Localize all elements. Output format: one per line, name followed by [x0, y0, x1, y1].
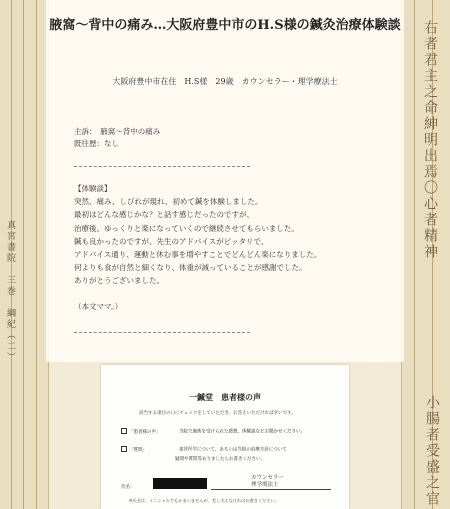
question-label: 「質問」	[129, 447, 147, 453]
checkbox-icon	[121, 446, 127, 452]
scroll-rule-line	[414, 0, 415, 509]
signature-line	[211, 489, 331, 490]
body-line: 最初はどんな感じかな？と話す感じだったのですが、	[74, 210, 254, 220]
question-inquiry	[121, 446, 287, 453]
scroll-rule-line	[23, 0, 24, 509]
handwriting-line: 理学療法士	[251, 482, 279, 488]
sheet-footnote: ※氏名は、イニシャルでもかまいませんが、差し支えなければお書きください。	[129, 498, 279, 503]
question-text: 東洋医学について、あるいは当院の治療方針について	[179, 447, 287, 453]
sheet-instruction: 該当する項目の口にチェックをしていただき、お答えいただければ幸いです。	[139, 411, 296, 416]
body-line: ありがとうございました。	[74, 276, 164, 286]
testimonial-body	[74, 182, 384, 313]
question-text: 当院で施術を受けられた感想、体験談などお聞かせください。	[179, 429, 305, 435]
scroll-right-text: 右者君主之命紳明出焉〇心者精神	[422, 20, 438, 260]
redacted-name	[153, 478, 207, 489]
patient-info: 大阪府豊中市在住 H.S様 29歳 カウンセラー・理学療法士	[112, 77, 338, 86]
handwritten-occupation	[251, 475, 284, 489]
scroll-right-bottom-text: 小腸者受盛之官	[424, 395, 440, 507]
name-label: 氏名：	[121, 485, 135, 490]
body-heading: 【体験談】	[74, 184, 112, 193]
body-line: 何よりも食が自然と細くなり、体重が減っていることが感謝でした。	[74, 263, 307, 273]
divider	[74, 166, 250, 167]
patient-voice-sheet	[101, 365, 349, 509]
article-title: 腋窩〜背中の痛み…大阪府豊中市のH.S様の鍼灸治療体験談	[49, 18, 401, 33]
scroll-left-text: 真宮書院 三巻 綱紀（二）	[5, 220, 15, 363]
body-line: 鍼も良かったのですが、先生のアドバイスがピッタリで、	[74, 236, 269, 246]
medical-history: 既往歴：なし	[74, 139, 119, 148]
testimonial-panel	[46, 0, 404, 362]
question-label: 「患者様の声」	[129, 429, 161, 435]
divider	[74, 332, 250, 333]
question-voice	[121, 428, 305, 435]
background-scroll-right	[401, 0, 450, 509]
sheet-title: 一鍼堂 患者様の声	[189, 393, 261, 402]
handwriting-line: カウンセラー	[251, 475, 285, 481]
checkbox-icon	[121, 428, 127, 434]
question-text-continued: 疑問や質問等ありましたらお書きください。	[175, 457, 265, 462]
spacer	[74, 288, 384, 300]
scroll-rule-line	[36, 0, 37, 509]
body-note: （本文ママ。）	[74, 301, 123, 311]
body-line: 突然、痛み、しびれが現れ、初めて鍼を体験しました。	[74, 197, 263, 207]
background-scroll-left	[0, 0, 49, 509]
body-line: アドバイス通り、運動と休む事を増やすことでどんどん楽になりました。	[74, 250, 322, 260]
body-line: 治療後、ゆっくりと楽になっていくので継続させてもらいました。	[74, 223, 299, 233]
chief-complaint: 主訴： 腋窩〜背中の痛み	[74, 127, 161, 136]
